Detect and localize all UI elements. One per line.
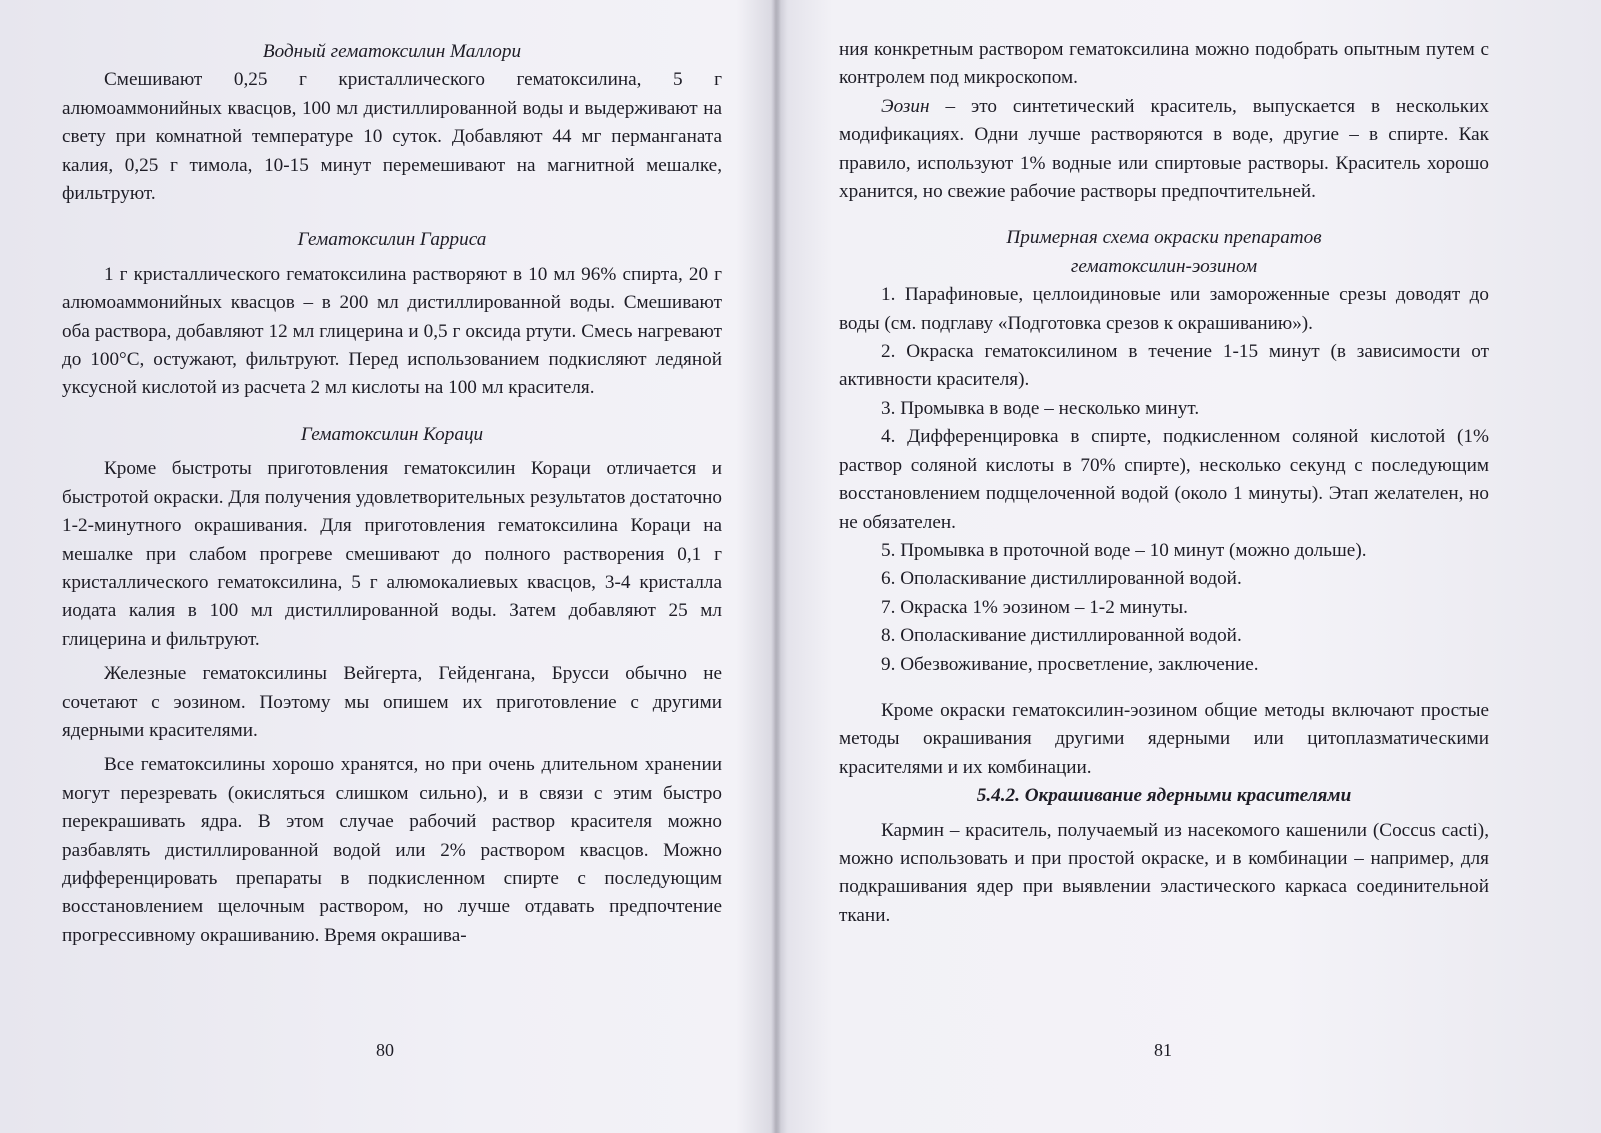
paragraph-carmine: Кармин – краситель, получаемый из насекомого кашенили (Coccus cacti), можно использовать и при простой окраске, и в комбинации – например, для подкрашивания ядер при выявлении эластического каркаса соединительной ткани. — [839, 819, 1489, 926]
page-number-right: 81 — [1154, 1040, 1172, 1060]
paragraph-eosin-body: – это синтетический краситель, выпускается в нескольких модификациях. Одни лучше растворяются в воде, другие – в спирте. Как правило, используют 1% водные или спиртовые растворы. Краситель хорошо хранится, но свежие рабочие растворы предпочтительней. — [839, 95, 1489, 203]
heading-scheme-line2: гематоксилин-эозином — [1070, 255, 1258, 277]
term-eosin: Эозин — [881, 95, 930, 117]
heading-harris: Гематоксилин Гарриса — [297, 229, 487, 251]
paragraph-mallory: Смешивают 0,25 г кристаллического гематоксилина, 5 г алюмоаммонийных квасцов, 100 мл дистиллированной воды и выдерживают на свету при комнатной температуре 10 суток. Добавляют 44 мг перманганата калия, 0,25 г тимола, 10-15 минут перемешивают на магнитной мешалке, фильтруют. — [62, 69, 722, 205]
page-number-left: 80 — [376, 1040, 394, 1060]
step-item: 5. Промывка в проточной воде – 10 минут (можно дольше). — [881, 539, 1367, 561]
section-heading: 5.4.2. Окрашивание ядерными красителями — [976, 785, 1352, 807]
right-page — [839, 36, 1489, 930]
step-item: 7. Окраска 1% эозином – 1-2 минуты. — [881, 596, 1188, 618]
left-page — [62, 38, 722, 950]
heading-scheme-line1: Примерная схема окраски препаратов — [1006, 227, 1322, 249]
step-item: 3. Промывка в воде – несколько минут. — [881, 397, 1200, 419]
steps-list — [839, 281, 1489, 679]
paragraph-harris: 1 г кристаллического гематоксилина растворяют в 10 мл 96% спирта, 20 г алюмоаммонийных квасцов – в 200 мл дистиллированной воды. Смешивают оба раствора, добавляют 12 мл глицерина и 0,5 г оксида ртути. Смесь нагревают до 100°С, остужают, фильтруют. Перед использованием подкисляют ледяной уксусной кислотой из расчета 2 мл кислоты на 100 мл красителя. — [62, 263, 722, 399]
paragraph-iron-hematoxylins: Железные гематоксилины Вейгерта, Гейденгана, Брусси обычно не сочетают с эозином. Поэтому мы опишем их приготовление с другими ядерными красителями. — [62, 663, 722, 741]
heading-korazzi: Гематоксилин Кораци — [300, 423, 484, 445]
step-item: 9. Обезвоживание, просветление, заключение. — [881, 653, 1259, 675]
step-item: 6. Ополаскивание дистиллированной водой. — [881, 568, 1242, 590]
book-fold — [771, 0, 781, 1133]
paragraph-korazzi: Кроме быстроты приготовления гематоксилин Кораци отличается и быстротой окраски. Для получения удовлетворительных результатов достаточно 1-2-минутного окрашивания. Для приготовления гематоксилина Кораци на мешалке при слабом прогреве смешивают до полного растворения 0,1 г кристаллического гематоксилина, 5 г алюмокалиевых квасцов, 3-4 кристалла иодата калия в 100 мл дистиллированной воды. Затем добавляют 25 мл глицерина и фильтруют. — [62, 458, 722, 650]
paragraph-general-methods: Кроме окраски гематоксилин-эозином общие методы включают простые методы окрашивания другими ядерными или цитоплазматическими красителями и их комбинации. — [839, 699, 1489, 778]
step-item: 2. Окраска гематоксилином в течение 1-15 минут (в зависимости от активности красителя). — [839, 341, 1489, 391]
paragraph-continuation: ния конкретным раствором гематоксилина можно подобрать опытным путем с контролем под микроскопом. — [839, 39, 1489, 89]
heading-mallory: Водный гематоксилин Маллори — [262, 41, 522, 62]
paragraph-eosin — [839, 93, 1489, 207]
step-item: 4. Дифференцировка в спирте, подкисленном соляной кислотой (1% раствор соляной кислоты в 70% спирте), несколько секунд с последующим восстановлением подщелоченной водой (около 1 минуты). Этап желателен, но не обязателен. — [839, 426, 1489, 533]
step-item: 1. Парафиновые, целлоидиновые или замороженные срезы доводят до воды (см. подглаву «Подготовка срезов к окрашиванию»). — [839, 284, 1489, 334]
step-item: 8. Ополаскивание дистиллированной водой. — [881, 625, 1242, 647]
paragraph-storage: Все гематоксилины хорошо хранятся, но при очень длительном хранении могут перезревать (окисляться слишком сильно), и в связи с этим быстро перекрашивать ядра. В этом случае рабочий раствор красителя можно разбавлять дистиллированной водой или 2% раствором квасцов. Можно дифференцировать препараты в подкисленном спирте с последующим восстановлением щелочным раствором, но лучше отдавать предпочтение прогрессивному окрашиванию. Время окрашива- — [62, 754, 722, 946]
